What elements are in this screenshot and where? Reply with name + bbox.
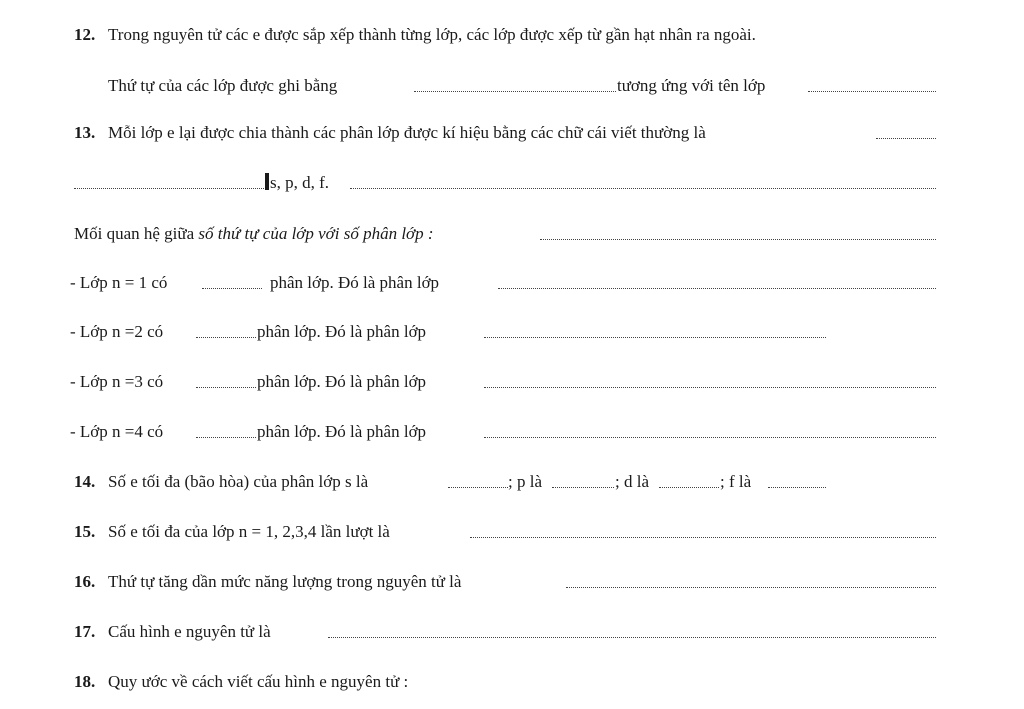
shell-1-mid-text: phân lớp. Đó là phân lớp bbox=[270, 273, 440, 292]
q13-answer-blank-3[interactable] bbox=[350, 188, 936, 189]
q18-line bbox=[0, 667, 1024, 697]
shell-4-count-blank[interactable] bbox=[196, 437, 256, 438]
q12-number: 12. bbox=[74, 25, 96, 44]
shell-2-sublayer-blank[interactable] bbox=[484, 337, 826, 338]
q17-line bbox=[0, 617, 1024, 647]
q12-answer-blank-2[interactable] bbox=[808, 91, 936, 92]
text-cursor-icon bbox=[265, 173, 269, 190]
relation-label bbox=[74, 219, 434, 249]
q13-answer-blank-2[interactable] bbox=[74, 188, 264, 189]
q13-line1 bbox=[0, 118, 1024, 148]
q18-text: Quy ước về cách viết cấu hình e nguyên tử : bbox=[108, 672, 409, 691]
q18-number: 18. bbox=[74, 672, 96, 691]
q14-d-label: ; d là bbox=[615, 472, 649, 491]
shell-row-3 bbox=[0, 367, 1024, 397]
q12-layer-name-text: tương ứng với tên lớp bbox=[617, 76, 766, 95]
q14-line bbox=[0, 467, 1024, 497]
q13-number: 13. bbox=[74, 123, 96, 142]
shell-1-sublayer-blank[interactable] bbox=[498, 288, 936, 289]
shell-1-count-blank[interactable] bbox=[202, 288, 262, 289]
q17-answer-blank[interactable] bbox=[328, 637, 936, 638]
q13-answer-blank-1[interactable] bbox=[876, 138, 936, 139]
q17-text: Cấu hình e nguyên tử là bbox=[108, 622, 271, 641]
shell-3-count-blank[interactable] bbox=[196, 387, 256, 388]
q16-number: 16. bbox=[74, 572, 96, 591]
relation-plain-text: Mối quan hệ giữa bbox=[74, 224, 199, 243]
q16-answer-blank[interactable] bbox=[566, 587, 936, 588]
shell-4-sublayer-blank[interactable] bbox=[484, 437, 936, 438]
q14-f-blank[interactable] bbox=[768, 487, 826, 488]
q12-line2 bbox=[0, 71, 1024, 101]
q14-d-blank[interactable] bbox=[659, 487, 719, 488]
shell-2-count-blank[interactable] bbox=[196, 337, 256, 338]
q14-p-label: ; p là bbox=[508, 472, 542, 491]
shell-row-2 bbox=[0, 317, 1024, 347]
relation-line bbox=[0, 219, 1024, 249]
shell-4-label: - Lớp n =4 có bbox=[70, 422, 164, 441]
shell-row-1 bbox=[0, 268, 1024, 298]
shell-1-label: - Lớp n = 1 có bbox=[70, 273, 168, 292]
q13-text: Mỗi lớp e lại được chia thành các phân lớp được kí hiệu bằng các chữ cái viết thường là bbox=[108, 123, 706, 142]
q14-p-blank[interactable] bbox=[552, 487, 614, 488]
shell-4-mid-text: phân lớp. Đó là phân lớp bbox=[257, 422, 427, 441]
q12-text: Trong nguyên tử các e được sắp xếp thành từng lớp, các lớp được xếp từ gần hạt nhân ra ngoài. bbox=[108, 25, 756, 44]
shell-2-label: - Lớp n =2 có bbox=[70, 322, 164, 341]
relation-answer-blank[interactable] bbox=[540, 239, 936, 240]
shell-3-sublayer-blank[interactable] bbox=[484, 387, 936, 388]
q15-number: 15. bbox=[74, 522, 96, 541]
q13-sublayer-letters-text: s, p, d, f. bbox=[270, 173, 330, 192]
shell-3-label: - Lớp n =3 có bbox=[70, 372, 164, 391]
q15-answer-blank[interactable] bbox=[470, 537, 936, 538]
q12-layer-order-text: Thứ tự của các lớp được ghi bằng bbox=[108, 76, 338, 95]
q14-f-label: ; f là bbox=[720, 472, 752, 491]
q12-line1 bbox=[0, 20, 1024, 50]
q17-number: 17. bbox=[74, 622, 96, 641]
q15-line bbox=[0, 517, 1024, 547]
q14-s-blank[interactable] bbox=[448, 487, 508, 488]
q13-sublayer-letters bbox=[265, 168, 329, 198]
q16-text: Thứ tự tăng dần mức năng lượng trong nguyên tử là bbox=[108, 572, 462, 591]
q12-answer-blank-1[interactable] bbox=[414, 91, 616, 92]
q16-line bbox=[0, 567, 1024, 597]
q14-text: Số e tối đa (bão hòa) của phân lớp s là bbox=[108, 472, 369, 491]
q13-line2 bbox=[0, 168, 1024, 198]
shell-2-mid-text: phân lớp. Đó là phân lớp bbox=[257, 322, 427, 341]
shell-3-mid-text: phân lớp. Đó là phân lớp bbox=[257, 372, 427, 391]
shell-row-4 bbox=[0, 417, 1024, 447]
q15-text: Số e tối đa của lớp n = 1, 2,3,4 lần lượt là bbox=[108, 522, 390, 541]
relation-italic-text: số thứ tự của lớp với số phân lớp : bbox=[198, 224, 434, 243]
q14-number: 14. bbox=[74, 472, 96, 491]
